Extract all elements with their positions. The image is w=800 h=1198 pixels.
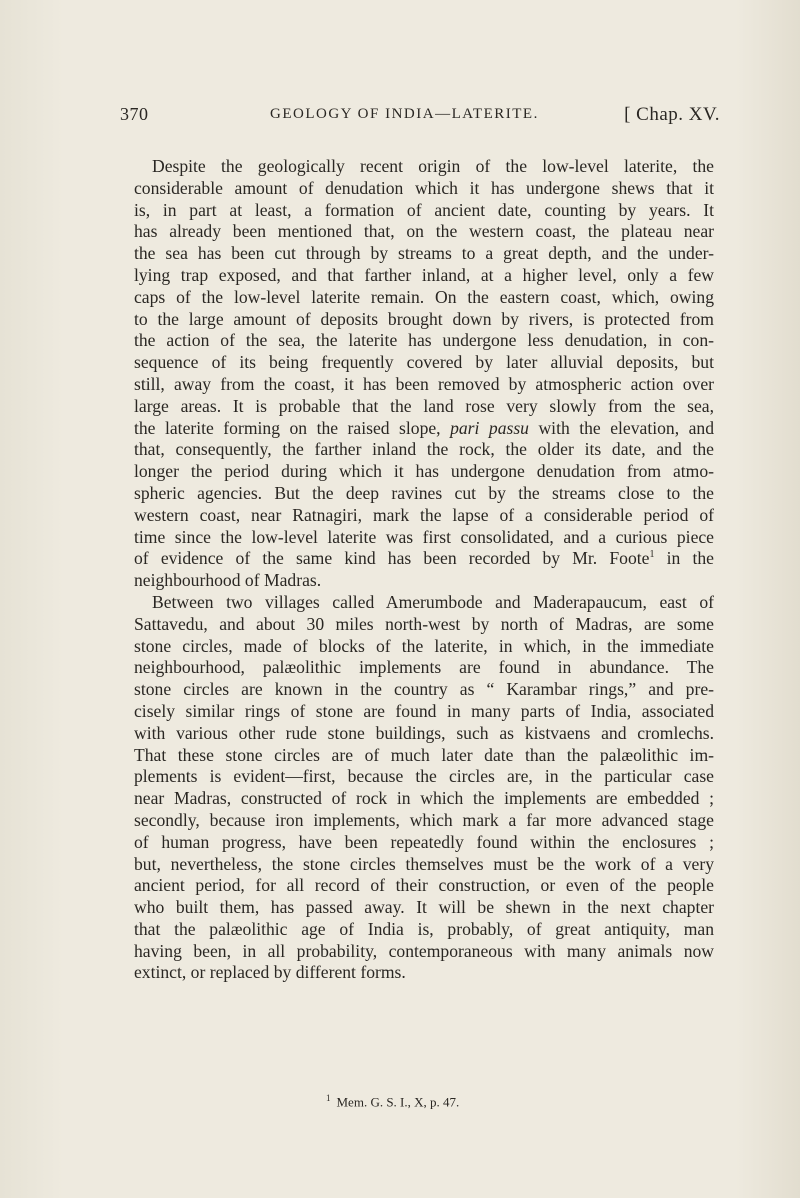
text-line: large areas. It is probable that the land rose very slowly from the sea, (134, 395, 714, 416)
text-line: time since the low-level laterite was first consolidated, and a curious piece (134, 526, 714, 547)
text-line: is, in part at least, a formation of ancient date, counting by years. It (134, 199, 714, 220)
page-header (120, 104, 720, 130)
text-line: the action of the sea, the laterite has undergone less denudation, in con- (134, 330, 714, 351)
text-line: that the palæolithic age of India is, probably, of great antiquity, man (134, 918, 714, 939)
text-line: Sattavedu, and about 30 miles north-west by north of Madras, are some (134, 613, 714, 634)
text-fragment: of evidence of the same kind has been recorded by Mr. Foote (134, 548, 650, 569)
text-line: Despite the geologically recent origin of the low-level laterite, the (152, 156, 714, 176)
body-text (134, 156, 714, 984)
text-line: longer the period during which it has undergone denudation from atmo- (134, 461, 714, 482)
italic-phrase: pari passu (450, 417, 529, 438)
text-line-italic (134, 418, 714, 440)
text-line: caps of the low-level laterite remain. On the eastern coast, which, owing (134, 286, 714, 307)
text-line: western coast, near Ratnagiri, mark the lapse of a considerable period of (134, 504, 714, 525)
running-title: GEOLOGY OF INDIA—LATERITE. (270, 106, 539, 122)
chapter-label: [ Chap. XV. (624, 104, 720, 125)
text-fragment: with the elevation, and (528, 417, 714, 438)
footnote-marker[interactable]: 1 (649, 549, 655, 561)
text-line: having been, in all probability, contemporaneous with many animals now (134, 940, 714, 961)
footnote-text: Mem. G. S. I., X, p. 47. (336, 1094, 460, 1110)
text-line: the sea has been cut through by streams to a great depth, and the under- (134, 243, 714, 264)
text-line: of human progress, have been repeatedly found within the enclosures ; (134, 831, 714, 852)
text-line: who built them, has passed away. It will be shewn in the next chapter (134, 897, 714, 918)
text-line: secondly, because iron implements, which mark a far more advanced stage (134, 809, 714, 830)
footnote-number: 1 (326, 1093, 331, 1103)
text-fragment: in the (654, 548, 714, 569)
text-line: cisely similar rings of stone are found in many parts of India, associated (134, 700, 714, 721)
text-line-footnote (134, 548, 714, 570)
text-line: considerable amount of denudation which it has undergone shews that it (134, 177, 714, 198)
text-line: near Madras, constructed of rock in which the implements are embedded ; (134, 788, 714, 809)
text-fragment: the laterite forming on the raised slope, (134, 417, 451, 438)
text-line: spheric agencies. But the deep ravines cut by the streams close to the (134, 482, 714, 503)
text-line: but, nevertheless, the stone circles themselves must be the work of a very (134, 853, 714, 874)
text-line: neighbourhood of Madras. (134, 570, 322, 591)
text-line: still, away from the coast, it has been removed by atmospheric action over (134, 373, 714, 394)
text-line: ancient period, for all record of their construction, or even of the people (134, 875, 714, 896)
text-line: with various other rude stone buildings, such as kistvaens and cromlechs. (134, 722, 714, 743)
text-line: plements is evident—first, because the circles are, in the particular case (134, 766, 714, 787)
text-line: Between two villages called Amerumbode and Maderapaucum, east of (152, 591, 714, 612)
text-line: has already been mentioned that, on the western coast, the plateau near (134, 221, 714, 242)
paragraph-2 (134, 592, 714, 984)
text-line: sequence of its being frequently covered by later alluvial deposits, but (134, 352, 714, 373)
paragraph-1 (134, 156, 714, 592)
text-line: stone circles, made of blocks of the laterite, in which, in the immediate (134, 635, 714, 656)
text-line: lying trap exposed, and that farther inland, at a higher level, only a few (134, 264, 714, 285)
text-line: extinct, or replaced by different forms. (134, 962, 406, 983)
text-line: stone circles are known in the country as “ Karambar rings,” and pre- (134, 679, 714, 700)
page-number: 370 (120, 104, 149, 124)
text-line: That these stone circles are of much later date than the palæolithic im- (134, 744, 714, 765)
text-line: that, consequently, the farther inland the rock, the older its date, and the (134, 439, 714, 460)
text-line: to the large amount of deposits brought down by rivers, is protected from (134, 308, 714, 329)
footnote (326, 1093, 459, 1110)
text-line: neighbourhood, palæolithic implements are found in abundance. The (134, 657, 714, 678)
